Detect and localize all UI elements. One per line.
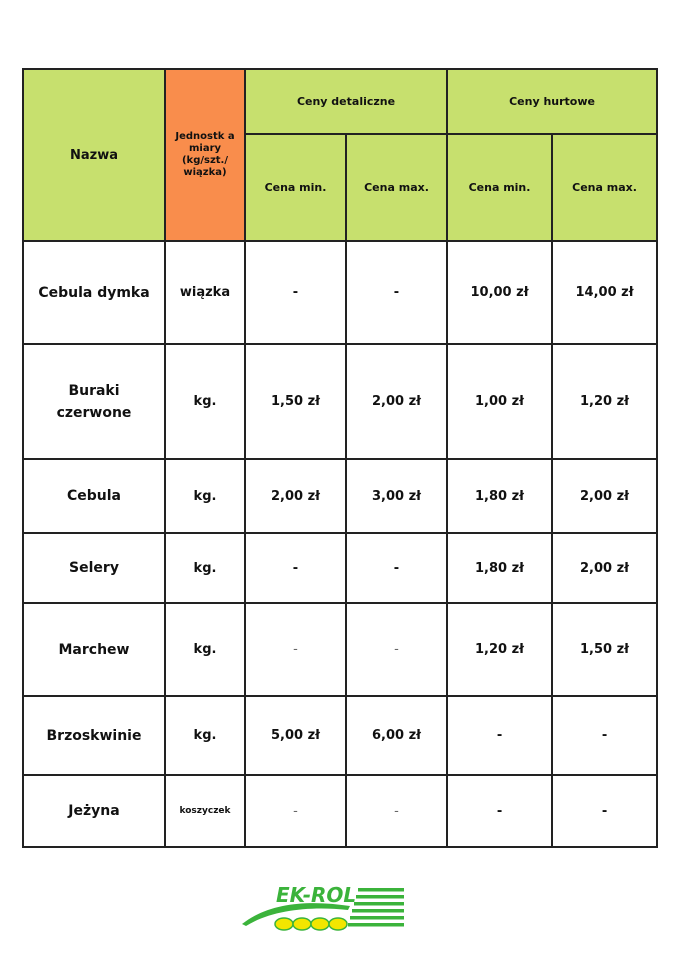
wholesale-max: -	[552, 696, 657, 775]
wholesale-min: 1,80 zł	[447, 533, 552, 603]
wholesale-min: -	[447, 775, 552, 847]
wholesale-min: -	[447, 696, 552, 775]
header-name: Nazwa	[23, 69, 165, 241]
wholesale-min: 10,00 zł	[447, 241, 552, 344]
product-name: Buraki czerwone	[23, 344, 165, 459]
product-name: Jeżyna	[23, 775, 165, 847]
wholesale-max: 1,50 zł	[552, 603, 657, 696]
product-name: Cebula	[23, 459, 165, 533]
product-unit: kg.	[165, 459, 245, 533]
product-unit: kg.	[165, 344, 245, 459]
table-row	[23, 603, 657, 696]
product-name: Marchew	[23, 603, 165, 696]
product-unit: koszyczek	[165, 775, 245, 847]
retail-min: -	[245, 241, 346, 344]
table-row	[23, 696, 657, 775]
retail-min: -	[245, 533, 346, 603]
ek-rol-logo	[240, 880, 410, 940]
product-name: Selery	[23, 533, 165, 603]
product-name: Cebula dymka	[23, 241, 165, 344]
retail-max: -	[346, 603, 447, 696]
wholesale-min: 1,80 zł	[447, 459, 552, 533]
header-retail-max: Cena max.	[346, 134, 447, 241]
retail-max: -	[346, 241, 447, 344]
wholesale-min: 1,00 zł	[447, 344, 552, 459]
product-unit: wiązka	[165, 241, 245, 344]
retail-max: 2,00 zł	[346, 344, 447, 459]
table-row	[23, 459, 657, 533]
table-row	[23, 241, 657, 344]
header-wholesale: Ceny hurtowe	[447, 69, 657, 134]
header-wholesale-min: Cena min.	[447, 134, 552, 241]
header-retail: Ceny detaliczne	[245, 69, 447, 134]
product-unit: kg.	[165, 603, 245, 696]
retail-min: 1,50 zł	[245, 344, 346, 459]
price-table	[22, 68, 658, 848]
table-row	[23, 344, 657, 459]
table-row	[23, 533, 657, 603]
logo-text: EK-ROL	[276, 883, 357, 907]
wholesale-max: 1,20 zł	[552, 344, 657, 459]
header-retail-min: Cena min.	[245, 134, 346, 241]
product-unit: kg.	[165, 696, 245, 775]
retail-max: 3,00 zł	[346, 459, 447, 533]
retail-min: 5,00 zł	[245, 696, 346, 775]
wholesale-max: 14,00 zł	[552, 241, 657, 344]
wholesale-max: 2,00 zł	[552, 459, 657, 533]
retail-max: 6,00 zł	[346, 696, 447, 775]
product-name: Brzoskwinie	[23, 696, 165, 775]
retail-max: -	[346, 533, 447, 603]
table-row	[23, 775, 657, 847]
retail-min: -	[245, 775, 346, 847]
product-unit: kg.	[165, 533, 245, 603]
retail-min: -	[245, 603, 346, 696]
wholesale-max: -	[552, 775, 657, 847]
wholesale-min: 1,20 zł	[447, 603, 552, 696]
retail-min: 2,00 zł	[245, 459, 346, 533]
header-unit: Jednostk a miary (kg/szt./ wiązka)	[165, 69, 245, 241]
header-wholesale-max: Cena max.	[552, 134, 657, 241]
wholesale-max: 2,00 zł	[552, 533, 657, 603]
logo-grains	[275, 918, 347, 930]
retail-max: -	[346, 775, 447, 847]
